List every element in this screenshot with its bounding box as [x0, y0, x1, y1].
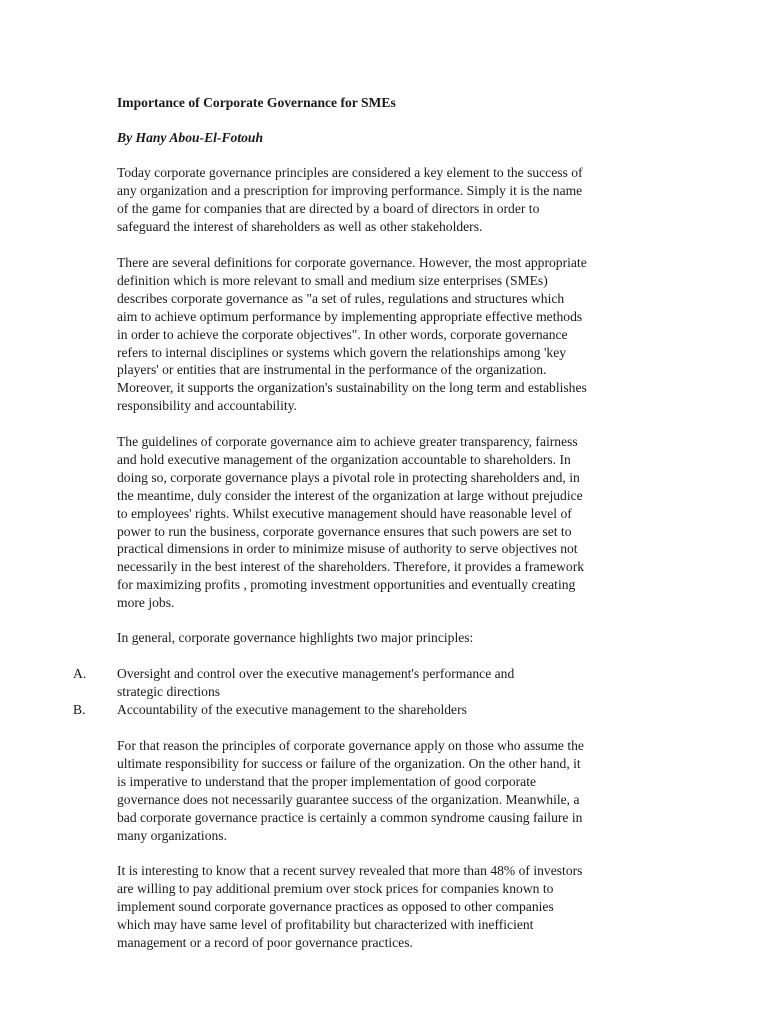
paragraph-line: describes corporate governance as "a set of rules, regulations and structures which: [117, 290, 565, 306]
list-item: [0, 701, 700, 719]
paragraph-line: refers to internal disciplines or systems which govern the relationships among 'key: [117, 344, 567, 360]
paragraph-line: and hold executive management of the organization accountable to shareholders. In: [117, 451, 571, 467]
paragraph-line: In general, corporate governance highlights two major principles:: [117, 630, 474, 645]
paragraph-line: more jobs.: [117, 595, 175, 611]
paragraph-guidelines: [117, 433, 662, 612]
paragraph-line: many organizations.: [117, 827, 227, 843]
list-item-line: Oversight and control over the executive management's performance and: [117, 666, 515, 681]
paragraph-line: of the game for companies that are directed by a board of directors in order to: [117, 200, 540, 216]
paragraph-line: There are several definitions for corporate governance. However, the most appropriate: [117, 255, 587, 270]
paragraph-line: ultimate responsibility for success or failure of the organization. On the other hand, it: [117, 755, 581, 771]
paragraph-line: Moreover, it supports the organization's sustainability on the long term and establishes: [117, 380, 587, 396]
paragraph-line: implement sound corporate governance practices as opposed to other companies: [117, 898, 554, 914]
paragraph-line: responsibility and accountability.: [117, 398, 297, 414]
list-item-line: strategic directions: [117, 683, 221, 699]
paragraph-definitions: [117, 254, 662, 415]
paragraph-line: the meantime, duly consider the interest of the organization at large without prejudice: [117, 487, 583, 503]
paragraph-line: For that reason the principles of corporate governance apply on those who assume the: [117, 738, 584, 753]
paragraph-line: safeguard the interest of shareholders as well as other stakeholders.: [117, 218, 483, 234]
paragraph-line: power to run the business, corporate governance ensures that such powers are set to: [117, 523, 572, 539]
paragraph-line: in order to achieve the corporate objectives". In other words, corporate governance: [117, 326, 568, 342]
paragraph-principles-intro: [117, 629, 662, 647]
paragraph-line: any organization and a prescription for improving performance. Simply it is the name: [117, 182, 583, 198]
paragraph-line: are willing to pay additional premium over stock prices for companies known to: [117, 880, 554, 896]
paragraph-line: for maximizing profits , promoting investment opportunities and eventually creating: [117, 577, 576, 593]
document-author: By Hany Abou-El-Fotouh: [117, 130, 264, 145]
paragraph-line: practical dimensions in order to minimize misuse of authority to serve objectives not: [117, 541, 578, 557]
paragraph-line: The guidelines of corporate governance aim to achieve greater transparency, fairness: [117, 434, 578, 449]
paragraph-line: doing so, corporate governance plays a pivotal role in protecting shareholders and, in: [117, 469, 580, 485]
paragraph-survey: [117, 862, 662, 952]
paragraph-line: It is interesting to know that a recent survey revealed that more than 48% of investors: [117, 863, 583, 878]
paragraph-line: players' or entities that are instrumental in the performance of the organization.: [117, 362, 547, 378]
paragraph-line: is imperative to understand that the proper implementation of good corporate: [117, 773, 537, 789]
paragraph-line: to employees' rights. Whilst executive management should have reasonable level of: [117, 505, 572, 521]
paragraph-responsibility: [117, 737, 662, 844]
list-item-line: Accountability of the executive management to the shareholders: [117, 702, 467, 717]
document-title: Importance of Corporate Governance for SMEs: [117, 95, 396, 110]
list-marker: A.: [73, 666, 87, 681]
paragraph-line: which may have same level of profitability but characterized with inefficient: [117, 916, 534, 932]
list-marker: B.: [73, 702, 86, 717]
paragraph-line: governance does not necessarily guarantee success of the organization. Meanwhile, a: [117, 791, 580, 807]
list-item: [0, 665, 700, 701]
paragraph-line: bad corporate governance practice is certainly a common syndrome causing failure in: [117, 809, 583, 825]
paragraph-intro: [117, 164, 662, 236]
paragraph-line: definition which is more relevant to small and medium size enterprises (SMEs): [117, 272, 548, 288]
paragraph-line: necessarily in the best interest of the shareholders. Therefore, it provides a framework: [117, 559, 585, 575]
paragraph-line: management or a record of poor governance practices.: [117, 934, 413, 950]
paragraph-line: aim to achieve optimum performance by implementing appropriate effective methods: [117, 308, 583, 324]
paragraph-line: Today corporate governance principles are considered a key element to the success of: [117, 165, 583, 180]
